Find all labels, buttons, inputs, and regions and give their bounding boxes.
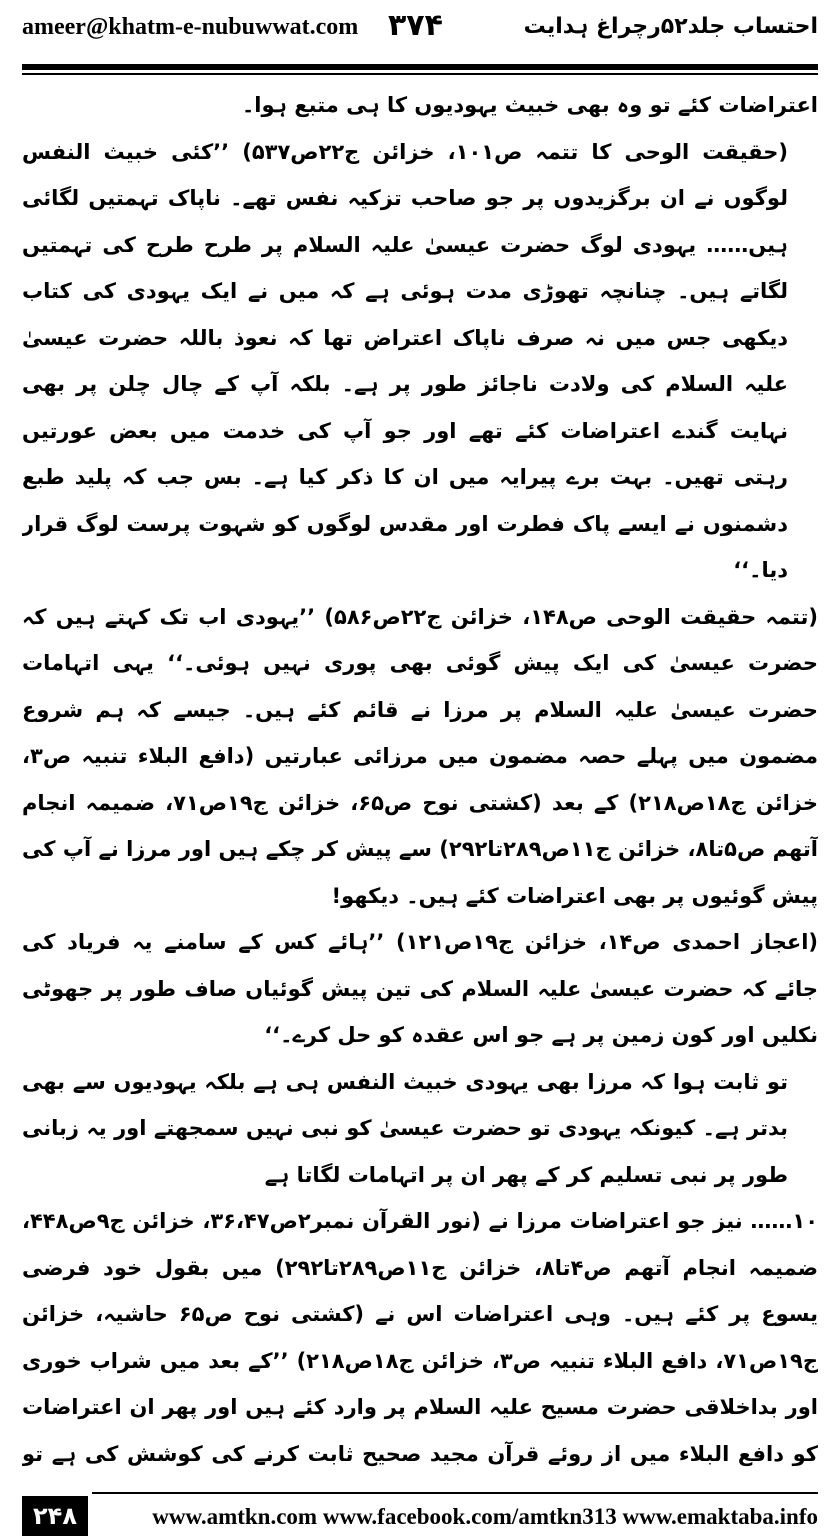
- paragraph-4: (اعجاز احمدی ص۱۴، خزائن ج۱۹ص۱۲۱) ’’ہائے کس کے سامنے یہ فریاد کی جائے کہ حضرت عیسیٰ علیہ السلام کی تین پیش گوئیاں صاف طور پر جھوٹی نکلیں اور کون زمین پر ہے جو اس عقدہ کو حل کرے۔‘‘: [22, 930, 818, 1047]
- footer-rule: [92, 1492, 818, 1494]
- paragraph-2: (حقیقت الوحی کا تتمہ ص۱۰۱، خزائن ج۲۲ص۵۳۷) ’’کئی خبیث النفس لوگوں نے ان برگزیدوں پر جو صاحب تزکیہ نفس تھے۔ ناپاک تہمتیں لگائی ہیں…… یہودی لوگ حضرت عیسیٰ علیہ السلام پر طرح طرح کی تہمتیں لگاتے ہیں۔ چنانچہ تھوڑی مدت ہوئی ہے کہ میں نے ایک یہودی کی کتاب دیکھی جس میں نہ صرف ناپاک اعتراض تھا کہ نعوذ باللہ حضرت عیسیٰ علیہ السلام کی ولادت ناجائز طور پر ہے۔ بلکہ آپ کے چال چلن پر بھی نہایت گندے اعتراضات کئے تھے اور جو آپ کی خدمت میں بعض عورتیں رہتی تھیں۔ بہت برے پیرایہ میں ان کا ذکر کیا ہے۔ بس جب کہ پلید طبع دشمنوں نے ایسے پاک فطرت اور مقدس لوگوں کو شہوت پرست لوگ قرار دیا۔‘‘: [22, 139, 789, 582]
- paragraph-3: (تتمہ حقیقت الوحی ص۱۴۸، خزائن ج۲۲ص۵۸۶) ’’یہودی اب تک کہتے ہیں کہ حضرت عیسیٰ کی ایک پیش گوئی بھی پوری نہیں ہوئی۔‘‘ یہی اتہامات حضرت عیسیٰ علیہ السلام پر مرزا نے قائم کئے ہیں۔ جیسے کہ ہم شروع مضمون میں پہلے حصہ مضمون میں مرزائی عبارتیں (دافع البلاء تنبیہ ص۳، خزائن ج۱۸ص۲۱۸) کے بعد (کشتی نوح ص۶۵، خزائن ج۱۹ص۷۱، ضمیمہ انجام آتھم ص۵تا۸، خزائن ج۱۱ص۲۸۹تا۲۹۲) سے پیش کر چکے ہیں اور مرزا نے آپ کی پیش گوئیوں پر بھی اعتراضات کئے ہیں۔ دیکھو!: [22, 604, 818, 908]
- header-book-title: احتساب جلد۵۲رچراغ ہدایت: [523, 14, 818, 39]
- paragraph-1: اعتراضات کئے تو وہ بھی خبیث یہودیوں کا ہی متبع ہوا۔: [242, 93, 818, 117]
- body-text: [22, 82, 818, 1480]
- paragraph-5: تو ثابت ہوا کہ مرزا بھی یہودی خبیث النفس ہی ہے بلکہ یہودیوں سے بھی بدتر ہے۔ کیونکہ یہودی تو حضرت عیسیٰ کو نبی نہیں سمجھتے اور یہ زبانی طور پر نبی تسلیم کر کے پھر ان پر اتہامات لگاتا ہے: [22, 1069, 788, 1187]
- paragraph-6: ۱۰…… نیز جو اعتراضات مرزا نے (نور القرآن نمبر۲ص۳۶،۴۷، خزائن ج۹ص۴۴۸، ضمیمہ انجام آتھم ص۴تا۸، خزائن ج۱۱ص۲۸۹تا۲۹۲) میں بقول خود فرضی یسوع پر کئے ہیں۔ وہی اعتراضات اس نے (کشتی نوح ص۶۵ حاشیہ، خزائن ج۱۹ص۷۱، دافع البلاء تنبیہ ص۳، خزائن ج۱۸ص۲۱۸) ’’کے بعد میں شراب خوری اور بداخلاقی حضرت مسیح علیہ السلام پر وارد کئے ہیں اور پھر ان اعتراضات کو دافع البلاء میں از روئے قرآن مجید صحیح ثابت کرنے کی کوشش کی ہے تو: [22, 1209, 818, 1466]
- header-rule: [22, 64, 818, 70]
- header-rule-thin: [22, 73, 818, 75]
- footer-links: www.amtkn.com www.facebook.com/amtkn313 www.emaktaba.info: [152, 1504, 818, 1529]
- header-page-number: ۳۷۴: [388, 8, 443, 43]
- footer-page-number: ۲۴۸: [22, 1496, 88, 1536]
- header-email: ameer@khatm-e-nubuwwat.com: [22, 14, 359, 40]
